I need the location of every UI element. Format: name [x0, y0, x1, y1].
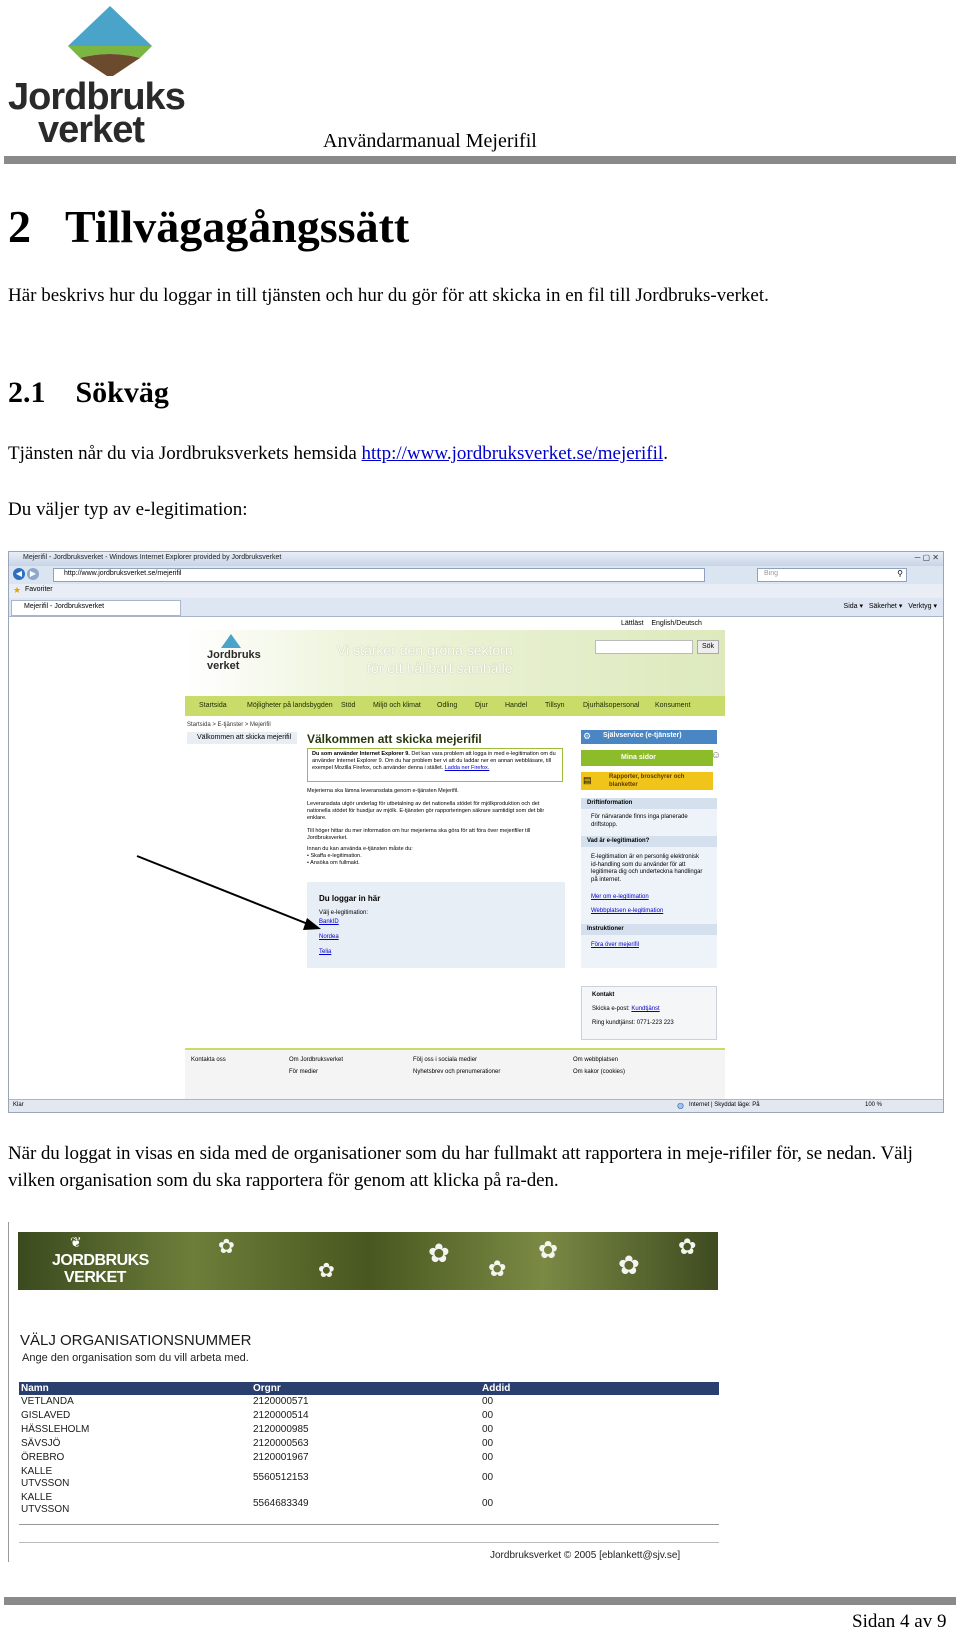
my-pages-button[interactable] — [581, 750, 721, 766]
reports-button[interactable] — [581, 772, 713, 790]
org-left-rule — [8, 1222, 9, 1562]
arrow-annotation-icon — [135, 854, 335, 944]
row-name: ÖREBRO — [21, 1452, 65, 1463]
access-text: Tjänsten når du via Jordbruksverkets hemsida — [8, 443, 362, 464]
eleg-title: Vad är e-legitimation? — [581, 836, 717, 847]
section-number: 2 — [8, 201, 31, 252]
telia-link[interactable]: Telia — [319, 949, 332, 955]
ie-notice-text: Det kan vara problem att logga in med e-legitimation om du använder Internet Explorer 9. Om du har problem ber vi att du laddar ner en annan webbläsare, till exempel Mozilla Firefox, och använder denna i stället. — [312, 751, 556, 771]
org-logo-line1: JORDBRUKS — [52, 1252, 149, 1269]
body-p4: Innan du kan använda e-tjänsten måste du: — [307, 846, 413, 852]
site-banner — [185, 630, 725, 696]
nav-odling[interactable]: Odling — [437, 702, 458, 709]
toolbar-security[interactable]: Säkerhet ▾ — [868, 603, 903, 610]
contact-email-label: Skicka e-post: — [592, 1006, 632, 1012]
browser-titlebar — [9, 552, 943, 566]
row-name: VETLANDA — [21, 1396, 74, 1407]
section-intro: Här beskrivs hur du loggar in till tjänsten och hur du gör för att skicka in en fil till Jordbruks-verket. — [8, 285, 769, 306]
org-subheading: Ange den organisation som du vill arbeta med. — [22, 1352, 249, 1364]
nav-handel[interactable]: Handel — [505, 702, 528, 709]
flower-icon: ✿ — [618, 1250, 640, 1280]
row-orgnr: 2120001967 — [253, 1452, 309, 1463]
firefox-link[interactable]: Ladda ner Firefox. — [444, 765, 490, 771]
toolbar-page[interactable]: Sida ▾ — [843, 603, 864, 610]
col-orgnr: Orgnr — [251, 1382, 480, 1395]
contact-title: Kontakt — [592, 992, 615, 998]
section-heading — [8, 200, 409, 253]
subsection-number: 2.1 — [8, 376, 46, 409]
row-addid: 00 — [482, 1452, 494, 1463]
browser-window-title: Mejerifil - Jordbruksverket - Windows Internet Explorer provided by Jordbruksverket — [23, 554, 282, 561]
ops-title: Driftinformation — [581, 798, 717, 809]
nav-konsument[interactable]: Konsument — [655, 702, 691, 709]
ops-text: För närvarande finns inga planerade driftstopp. — [591, 814, 688, 828]
nav-tillsyn[interactable]: Tillsyn — [545, 702, 565, 709]
link-easy-read[interactable]: Lättläst — [621, 620, 644, 627]
site-body-text — [307, 788, 559, 867]
row-addid: 00 — [482, 1424, 494, 1435]
row-name: KALLE UTVSSON — [21, 1466, 70, 1489]
org-table — [19, 1382, 719, 1517]
browser-status-bar — [9, 1099, 943, 1113]
nav-djur[interactable]: Djur — [475, 702, 488, 709]
table-row[interactable] — [19, 1395, 719, 1409]
tab-label: Mejerifil - Jordbruksverket — [24, 603, 105, 610]
org-table-bottom-rule — [19, 1524, 719, 1525]
eleg-site-link[interactable]: Webbplatsen e-legitimation — [591, 908, 664, 914]
requirement-bullet: • Skaffa e-legitimation. — [307, 853, 362, 859]
site-top-links — [621, 620, 702, 627]
more-eleg-link[interactable]: Mer om e-legitimation — [591, 894, 649, 900]
browser-screenshot — [8, 551, 944, 1113]
row-addid: 00 — [482, 1498, 494, 1509]
folder-icon: ▤ — [583, 775, 592, 785]
browser-tab[interactable] — [11, 600, 181, 616]
contact-email — [592, 1005, 660, 1013]
footer-about-site[interactable]: Om webbplatsen — [573, 1057, 619, 1063]
banner-line1: Vi stärker den gröna sektorn — [337, 642, 513, 658]
eleg-text: E-legitimation är en personlig elektronisk id-handling som du använder för att legitimera dig och underteckna handlingar på internet. — [591, 854, 703, 883]
contact-phone: Ring kundtjänst: 0771-223 223 — [592, 1020, 674, 1026]
ie-notice-title: Du som använder Internet Explorer 9. — [312, 751, 410, 757]
toolbar-menu[interactable] — [844, 602, 937, 610]
ops-info-panel — [581, 798, 717, 968]
logo — [8, 6, 188, 151]
flower-icon: ✿ — [488, 1256, 507, 1281]
flower-icon: ✿ — [678, 1234, 697, 1259]
table-row[interactable] — [19, 1451, 719, 1465]
org-table-header — [19, 1382, 719, 1395]
globe-icon: ◍ — [677, 1101, 684, 1110]
section-title: Tillvägagångssätt — [65, 201, 410, 252]
status-zoom[interactable]: 100 % — [865, 1102, 883, 1108]
header-rule — [4, 156, 956, 164]
login-box — [307, 882, 565, 968]
self-service-label: Självservice (e-tjänster) — [603, 732, 682, 739]
ie-notice-box — [307, 748, 563, 782]
nav-stod[interactable]: Stöd — [341, 702, 356, 709]
search-placeholder: Bing — [764, 570, 779, 577]
page-number: Sidan 4 av 9 — [852, 1611, 947, 1632]
document-title: Användarmanual Mejerifil — [323, 130, 537, 152]
body-p2: Leveransdata utgör underlag för utbetalning av det nationella stödet för mjölkproduktion och det nationella stödet för husdjur av mjölk. E-tjänsten gör rapporteringen säkrare samtidigt som det blir enklare. — [307, 801, 545, 821]
row-addid: 00 — [482, 1410, 494, 1421]
breadcrumb[interactable]: Startsida > E-tjänster > Mejerifil — [187, 722, 271, 728]
footer-about[interactable]: Om Jordbruksverket — [289, 1057, 344, 1063]
after-login-paragraph: När du loggat in visas en sida med de organisationer som du har fullmakt att rapportera in meje-rifiler för, se nedan. Välj vilken organisation som du ska rapportera för genom att klicka på ra-den. — [8, 1143, 913, 1191]
subsection-title: Sökväg — [75, 376, 169, 409]
row-name: GISLAVED — [21, 1410, 71, 1421]
footer-cookies[interactable]: Om kakor (cookies) — [573, 1069, 626, 1075]
row-addid: 00 — [482, 1438, 494, 1449]
login-choose: Välj e-legitimation: — [319, 910, 369, 916]
back-icon[interactable]: ◀ — [13, 568, 25, 580]
row-orgnr: 2120000571 — [253, 1396, 309, 1407]
search-icon[interactable]: ⚲ — [897, 569, 903, 578]
choose-eleg-text: Du väljer typ av e-legitimation: — [8, 499, 248, 520]
logo-text-line1: Jordbruks — [8, 76, 185, 118]
favorites-bar — [9, 584, 943, 598]
org-banner — [18, 1232, 718, 1290]
table-row[interactable] — [19, 1423, 719, 1437]
bankid-link[interactable]: BankID — [319, 919, 339, 925]
access-paragraph — [8, 440, 938, 468]
org-logo-line2: VERKET — [64, 1269, 126, 1286]
nav-startsida[interactable]: Startsida — [199, 702, 227, 709]
address-value: http://www.jordbruksverket.se/mejerifil — [64, 570, 182, 577]
bullet-text: Ansöka om fullmakt. — [310, 860, 360, 866]
side-menu-label: Välkommen att skicka mejerifil — [197, 734, 292, 741]
flower-icon: ✿ — [218, 1236, 235, 1258]
forward-icon[interactable]: ▶ — [27, 568, 39, 580]
tab-bar — [9, 598, 943, 617]
col-name: Namn — [19, 1382, 251, 1395]
table-row[interactable] — [19, 1491, 719, 1517]
table-row[interactable] — [19, 1437, 719, 1451]
site-nav — [185, 696, 725, 716]
row-addid: 00 — [482, 1396, 494, 1407]
my-pages-label: Mina sidor — [621, 754, 657, 761]
org-footer-rule — [19, 1542, 719, 1543]
row-orgnr: 2120000514 — [253, 1410, 309, 1421]
status-zone: Internet | Skyddat läge: På — [689, 1102, 760, 1108]
footer-media[interactable]: För medier — [289, 1069, 319, 1075]
row-addid: 00 — [482, 1472, 494, 1483]
toolbar-tools[interactable]: Verktyg ▾ — [908, 603, 937, 610]
row-name: SÄVSJÖ — [21, 1438, 61, 1449]
body-p3: Till höger hittar du mer information om hur mejerierna ska göra för att föra över mejerifiler till Jordbruksverket. — [307, 828, 531, 841]
org-selection-screenshot — [18, 1232, 718, 1562]
flower-icon: ✿ — [428, 1238, 450, 1268]
address-input[interactable] — [53, 568, 705, 582]
site-search-input[interactable] — [595, 640, 693, 654]
site-search-button[interactable]: Sök — [697, 640, 719, 654]
login-title: Du loggar in här — [319, 894, 381, 903]
self-service-button[interactable] — [581, 730, 717, 744]
subsection-heading — [8, 376, 169, 410]
org-logo-leaf-icon: ❦ — [70, 1234, 82, 1250]
side-menu-item[interactable] — [187, 732, 297, 744]
nav-miljo[interactable]: Miljö och klimat — [373, 702, 421, 709]
user-icon: ☺ — [710, 750, 721, 761]
bullet-text: Skaffa e-legitimation. — [310, 853, 362, 859]
flower-icon: ✿ — [318, 1260, 335, 1282]
footer-contact[interactable]: Kontakta oss — [191, 1057, 226, 1063]
favorites-star-icon: ★ — [13, 585, 22, 595]
site-logo-icon — [221, 634, 241, 648]
access-text-end: . — [663, 443, 668, 464]
org-heading: VÄLJ ORGANISATIONSNUMMER — [20, 1332, 252, 1349]
instr-title: Instruktioner — [581, 924, 717, 935]
col-addid: Addid — [480, 1382, 719, 1395]
contact-box — [581, 986, 717, 1040]
link-english[interactable]: English/Deutsch — [651, 620, 702, 627]
site-logo-text[interactable]: Jordbruks verket — [207, 649, 261, 672]
browser-address-bar — [9, 566, 943, 584]
instr-link[interactable]: Föra över mejerifil — [591, 942, 640, 948]
row-orgnr: 5560512153 — [253, 1472, 309, 1483]
table-row[interactable] — [19, 1465, 719, 1491]
gear-icon: ⚙ — [583, 731, 592, 741]
flower-icon: ✿ — [538, 1237, 559, 1264]
nav-mojligheter[interactable]: Möjligheter på landsbygden — [247, 702, 333, 709]
row-name: HÄSSLEHOLM — [21, 1424, 90, 1435]
logo-mark-icon — [60, 6, 160, 76]
body-p1: Mejerierna ska lämna leveransdata genom e-tjänsten Mejerifil. — [307, 788, 459, 794]
row-orgnr: 2120000985 — [253, 1424, 309, 1435]
site-page-heading: Välkommen att skicka mejerifil — [307, 732, 482, 746]
footer-social[interactable]: Följ oss i sociala medier — [413, 1057, 478, 1063]
logo-text-line2: verket — [38, 109, 144, 151]
favorites-button[interactable]: Favoriter — [25, 586, 53, 593]
mejerifil-link[interactable]: http://www.jordbruksverket.se/mejerifil — [361, 443, 664, 464]
banner-line2: för ett hållbart samhälle — [367, 660, 513, 676]
search-input[interactable] — [757, 568, 907, 582]
row-orgnr: 2120000563 — [253, 1438, 309, 1449]
customer-service-link[interactable]: Kundtjänst — [631, 1006, 660, 1012]
footer-newsletter[interactable]: Nyhetsbrev och prenumerationer — [413, 1069, 501, 1075]
nav-djurhalsopersonal[interactable]: Djurhälsopersonal — [583, 702, 640, 709]
nordea-link[interactable]: Nordea — [319, 934, 339, 940]
reports-label: Rapporter, broschyrer och blanketter — [609, 774, 685, 788]
table-row[interactable] — [19, 1409, 719, 1423]
row-orgnr: 5564683349 — [253, 1498, 309, 1509]
row-name: KALLE UTVSSON — [21, 1492, 70, 1515]
org-footer: Jordbruksverket © 2005 [eblankett@sjv.se] — [490, 1550, 681, 1561]
status-text: Klar — [13, 1102, 24, 1108]
window-controls-icon[interactable]: ─ ▢ ✕ — [914, 553, 939, 562]
requirement-bullet: • Ansöka om fullmakt. — [307, 860, 360, 866]
footer-rule — [4, 1597, 956, 1605]
site-footer — [185, 1048, 725, 1100]
